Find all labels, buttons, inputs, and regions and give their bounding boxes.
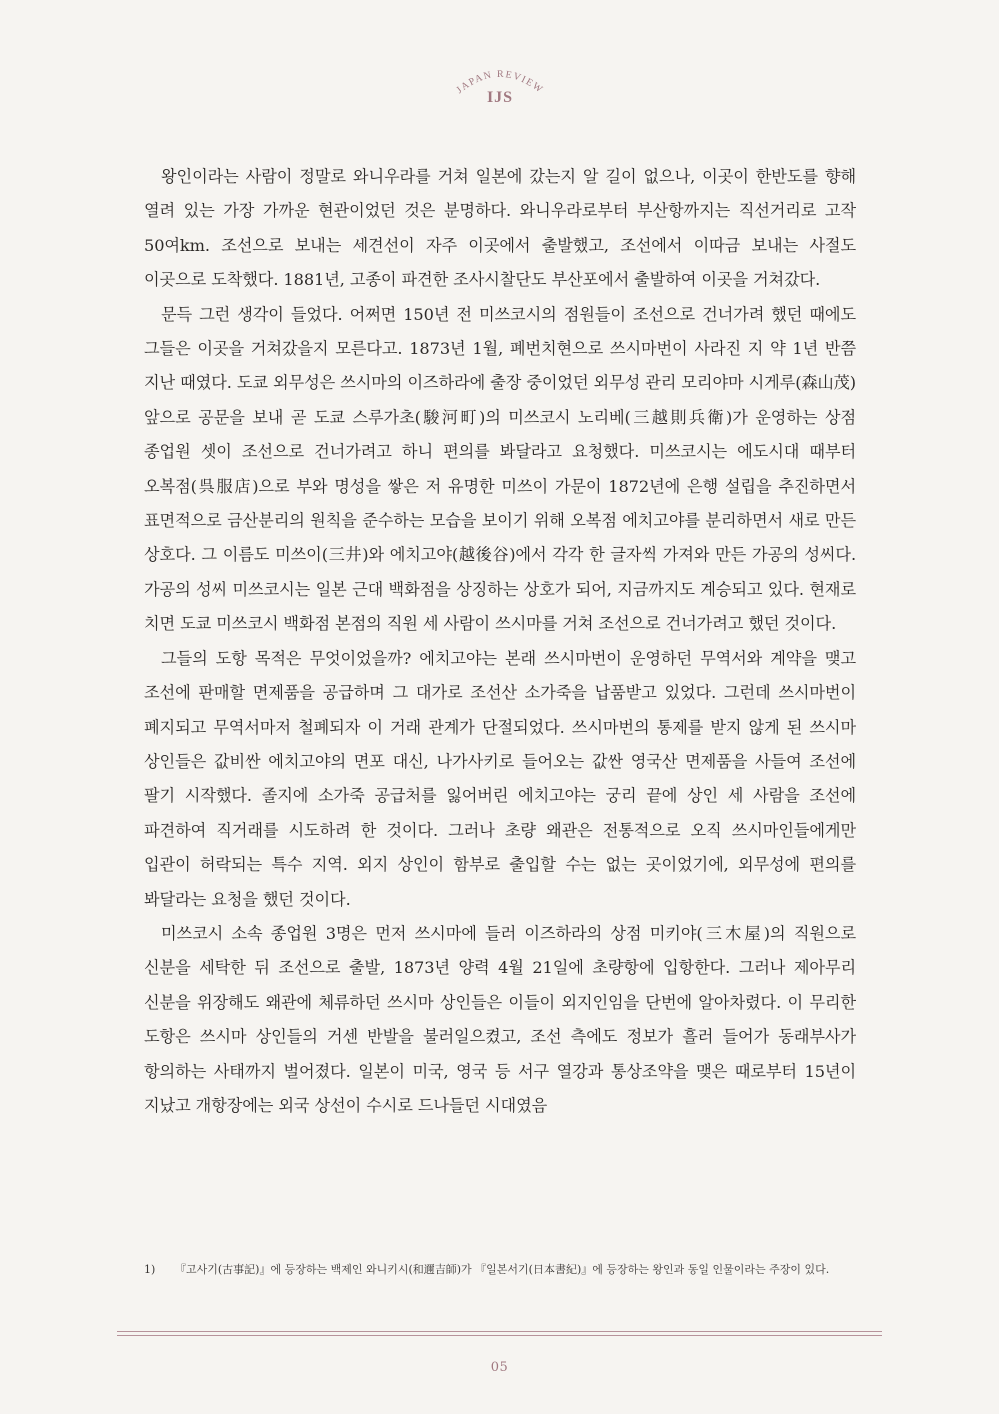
footer-rule-top (117, 1331, 882, 1332)
journal-logo-mark (445, 58, 555, 118)
footnote-number: 1) (144, 1263, 156, 1276)
body-paragraph-1: 왕인이라는 사람이 정말로 와니우라를 거쳐 일본에 갔는지 알 길이 없으나, 이곳이 한반도를 향해 열려 있는 가장 가까운 현관이었던 것은 분명하다. 와니우라로부터 부산항까지는 직선거리로 고작 50여km. 조선으로 보내는 세견선이 자주 이곳에서 출발했고, 조선에서 이따금 보내는 사절도 이곳으로 도착했다. 1881년, 고종이 파견한 조사시찰단도 부산포에서 출발하여 이곳을 거쳐갔다. (144, 167, 856, 290)
body-paragraph-2: 문득 그런 생각이 들었다. 어쩌면 150년 전 미쓰코시의 점원들이 조선으로 건너가려 했던 때에도 그들은 이곳을 거쳐갔을지 모른다고. 1873년 1월, 폐번치현으로 쓰시마번이 사라진 지 약 1년 반쯤 지난 때였다. 도쿄 외무성은 쓰시마의 이즈하라에 출장 중이었던 외무성 관리 모리야마 시게루(森山茂) 앞으로 공문을 보내 곧 도쿄 스루가초(駿河町)의 미쓰코시 노리베(三越則兵衛)가 운영하는 상점 종업원 셋이 조선으로 건너가려고 하니 편의를 봐달라고 요청했다. 미쓰코시는 에도시대 때부터 오복점(呉服店)으로 부와 명성을 쌓은 저 유명한 미쓰이 가문이 1872년에 은행 설립을 추진하면서 표면적으로 금산분리의 원칙을 준수하는 모습을 보이기 위해 오복점 에치고야를 분리하면서 새로 만든 상호다. 그 이름도 미쓰이(三井)와 에치고야(越後谷)에서 각각 한 글자씩 가져와 만든 가공의 성씨다. 가공의 성씨 미쓰코시는 일본 근대 백화점을 상징하는 상호가 되어, 지금까지도 계승되고 있다. 현재로 치면 도쿄 미쓰코시 백화점 본점의 직원 세 사람이 쓰시마를 거쳐 조선으로 건너가려고 했던 것이다. (144, 304, 856, 634)
footer-rule-bottom (117, 1335, 882, 1336)
page-number: 05 (490, 1360, 509, 1375)
footnote-text: 『고사기(古事記)』에 등장하는 백제인 와니키시(和邇吉師)가 『일본서기(日本書紀)』에 등장하는 왕인과 동일 인물이라는 주장이 있다. (175, 1263, 830, 1276)
logo-text: IJS (486, 89, 513, 106)
body-paragraph-4: 미쓰코시 소속 종업원 3명은 먼저 쓰시마에 들러 이즈하라의 상점 미키야(三木屋)의 직원으로 신분을 세탁한 뒤 조선으로 출발, 1873년 양력 4월 21일에 초량항에 입항한다. 그러나 제아무리 신분을 위장해도 왜관에 체류하던 쓰시마 상인들은 이들이 외지인임을 단번에 알아차렸다. 이 무리한 도항은 쓰시마 상인들의 거센 반발을 불러일으켰고, 조선 측에도 정보가 흘러 들어가 동래부사가 항의하는 사태까지 벌어졌다. 일본이 미국, 영국 등 서구 열강과 통상조약을 맺은 때로부터 15년이 지났고 개항장에는 외국 상선이 수시로 드나들던 시대였음 (144, 923, 856, 1115)
footnote (144, 1262, 856, 1278)
journal-logo (0, 58, 999, 118)
logo-arc-text: JAPAN REVIEW (453, 68, 545, 97)
article-body (144, 160, 856, 1123)
body-paragraph-3: 그들의 도항 목적은 무엇이었을까? 에치고야는 본래 쓰시마번이 운영하던 무역서와 계약을 맺고 조선에 판매할 면제품을 공급하며 그 대가로 조선산 소가죽을 납품받고 있었다. 그런데 쓰시마번이 폐지되고 무역서마저 철폐되자 이 거래 관계가 단절되었다. 쓰시마번의 통제를 받지 않게 된 쓰시마 상인들은 값비싼 에치고야의 면포 대신, 나가사키로 들어오는 값싼 영국산 면제품을 사들여 조선에 팔기 시작했다. 졸지에 소가죽 공급처를 잃어버린 에치고야는 궁리 끝에 상인 세 사람을 조선에 파견하여 직거래를 시도하려 한 것이다. 그러나 초량 왜관은 전통적으로 오직 쓰시마인들에게만 입관이 허락되는 특수 지역. 외지 상인이 함부로 출입할 수는 없는 곳이었기에, 외무성에 편의를 봐달라는 요청을 했던 것이다. (144, 648, 856, 909)
